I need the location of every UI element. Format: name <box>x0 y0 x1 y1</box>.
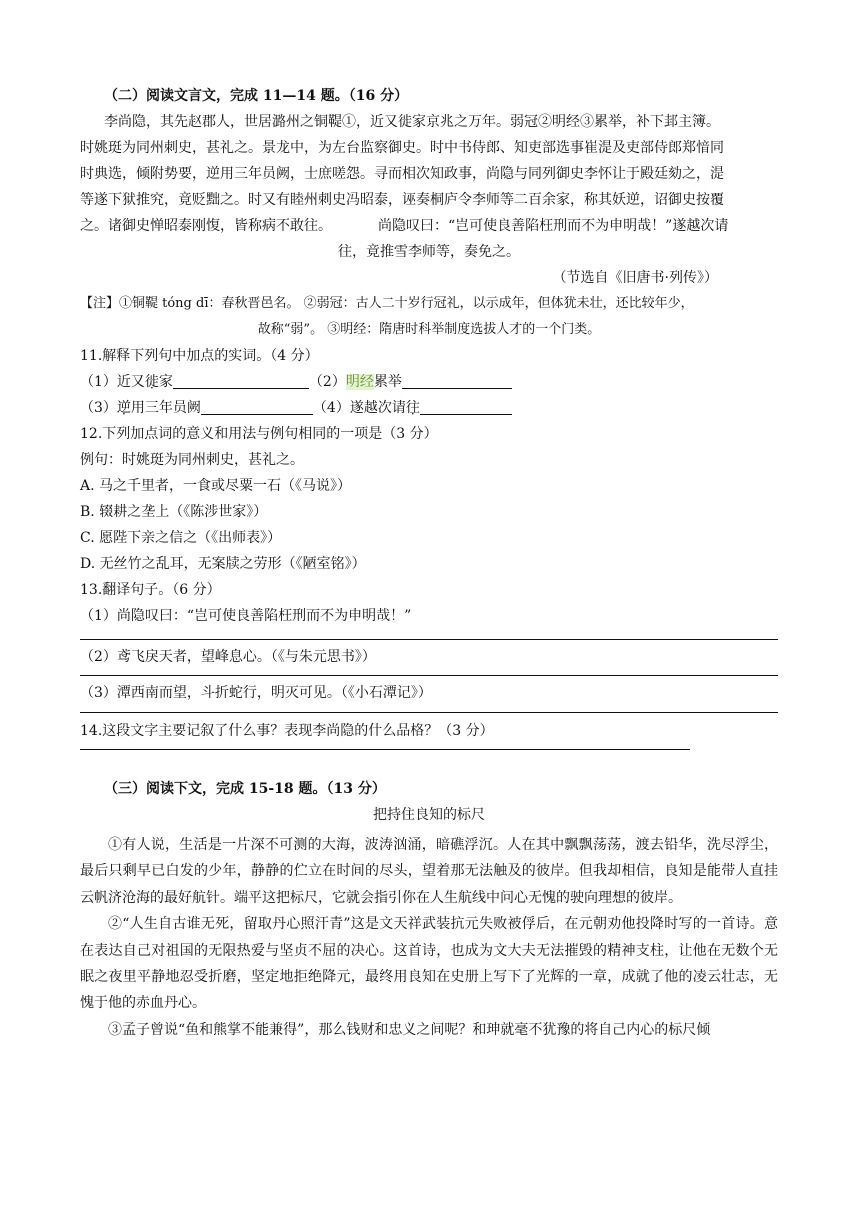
dotted-word: 徙 <box>144 374 159 390</box>
answer-line[interactable] <box>80 675 778 676</box>
answer-line[interactable] <box>80 639 778 640</box>
question-13-sentence: （1）尚隐叹曰：“岂可使良善陷枉刑而不为申明哉！” <box>80 608 412 624</box>
question-12-option-b: B. 辍耕之垄上（《陈涉世家》） <box>80 504 268 520</box>
annotation-note: 故称“弱”。 ③明经：隋唐时科举制度选拔人才的一个门类。 <box>257 322 601 337</box>
item-text: 累举 <box>373 374 402 390</box>
item-text: 用三年员阙 <box>130 400 201 416</box>
article-paragraph: ②“人生自古谁无死，留取丹心照汗青”这是文天祥武装抗元失败被俘后，在元朝劝他投降时写的一首诗。意在表达自己对祖国的无限热爱与坚贞不屈的决心。这首诗，也成为文大夫无法摧毁的精神支柱，让他在无数个无眠之夜里平静地忍受折磨，坚定地拒绝降元，最终用良知在史册上写下了光辉的一章，成就了他的凌云壮志，无愧于他的赤血丹心。 <box>80 916 778 1012</box>
passage-source: （节选自《旧唐书·列传》） <box>552 270 718 286</box>
question-11-row <box>80 369 778 395</box>
question-13-sentence: （3）潭西南而望，斗折蛇行，明灭可见。（《小石潭记》） <box>80 685 432 701</box>
highlighted-word: 明经 <box>345 374 374 390</box>
article-title: 把持住良知的标尺 <box>373 807 485 823</box>
passage-line: 时典选，倾附势要，逆用三年员阙，士庶嗟怨。寻而相次知政事，尚隐与同列御史李怀让于殿廷劾之，湜 <box>80 166 724 182</box>
question-13-stem: 13.翻译句子。（6 分） <box>80 582 221 598</box>
item-text: 家 <box>158 374 173 390</box>
question-14-stem: 14.这段文字主要记叙了什么事？表现李尚隐的什么品格？（3 分） <box>80 723 494 739</box>
passage-line: 往，竟推雪李师等，奏免之。 <box>338 244 520 260</box>
question-13-sentence: （2）鸢飞戾天者，望峰息心。（《与朱元思书》） <box>80 649 376 665</box>
answer-blank[interactable] <box>420 398 512 415</box>
dotted-word: 逆 <box>116 400 131 416</box>
question-11-row <box>80 395 778 421</box>
section3-title: （三）阅读下文，完成 15-18 题。（13 分） <box>104 781 386 797</box>
question-11-stem: 11.解释下列句中加点的实词。（4 分） <box>80 348 319 364</box>
section2-title: （二）阅读文言文，完成 11—14 题。（16 分） <box>104 88 409 104</box>
question-12-example: 例句：时姚珽为同州刺史，甚礼之。 <box>80 452 304 468</box>
passage-line: 李尚隐，其先赵郡人，世居潞州之铜鞮①，近又徙家京兆之万年。弱冠②明经③累举，补下邽主簿。 <box>104 114 720 130</box>
article-paragraph: ①有人说，生活是一片深不可测的大海，波涛汹涌，暗礁浮沉。人在其中飘飘荡荡，渡去铅华，洗尽浮尘，最后只剩早已白发的少年，静静的伫立在时间的尽头，望着那无法触及的彼岸。但我却相信，良知是能带人直挂云帆济沧海的最好航针。端平这把标尺，它就会指引你在人生航线中问心无愧的驶向理想的彼岸。 <box>80 837 778 906</box>
question-12-stem: 12.下列加点词的意义和用法与例句相同的一项是（3 分） <box>80 426 438 442</box>
article-paragraph: ③孟子曾说“鱼和熊掌不能兼得”，那么钱财和忠义之间呢？和珅就毫不犹豫的将自己内心的标尺倾 <box>108 1021 711 1038</box>
item-text: （4）遂越次请 <box>312 400 406 416</box>
passage-text: 尚隐叹曰：“岂可使良善陷枉刑而不为申明哉！”遂越次请 <box>378 218 729 234</box>
answer-blank[interactable] <box>201 398 313 415</box>
passage-line: 等遂下狱推究，竟贬黜之。时又有睦州刺史冯昭泰，诬奏桐庐令李师等二百余家，称其妖逆，诏御史按覆 <box>80 192 724 208</box>
item-text: （2） <box>308 374 346 390</box>
annotation-note: 【注】①铜鞮 tóng dī：春秋晋邑名。 ②弱冠：古人二十岁行冠礼，以示成年，但体犹未壮，还比较年少， <box>80 296 694 311</box>
question-12-option-d: D. 无丝竹之乱耳，无案牍之劳形（《陋室铭》） <box>80 556 366 572</box>
passage-line <box>80 213 778 239</box>
dotted-word: 往 <box>405 400 420 416</box>
classical-passage <box>80 109 778 291</box>
item-text: （3） <box>80 400 117 416</box>
passage-line: 时姚珽为同州刺史，甚礼之。景龙中，为左台监察御史。时中书侍郎、知吏部选事崔湜及吏部侍郎郑愔同 <box>80 140 724 156</box>
document-page <box>80 80 778 1043</box>
answer-blank[interactable] <box>173 372 309 389</box>
answer-blank[interactable] <box>402 372 512 389</box>
question-12-option-a: A. 马之千里者，一食或尽粟一石（《马说》） <box>80 478 352 494</box>
question-12-option-c: C. 愿陛下亲之信之（《出师表》） <box>80 530 282 546</box>
passage-text: 之。诸御史惮昭泰刚愎，皆称病不敢往。 <box>80 218 332 234</box>
answer-line[interactable] <box>80 712 778 713</box>
item-text: （1）近又 <box>80 374 145 390</box>
